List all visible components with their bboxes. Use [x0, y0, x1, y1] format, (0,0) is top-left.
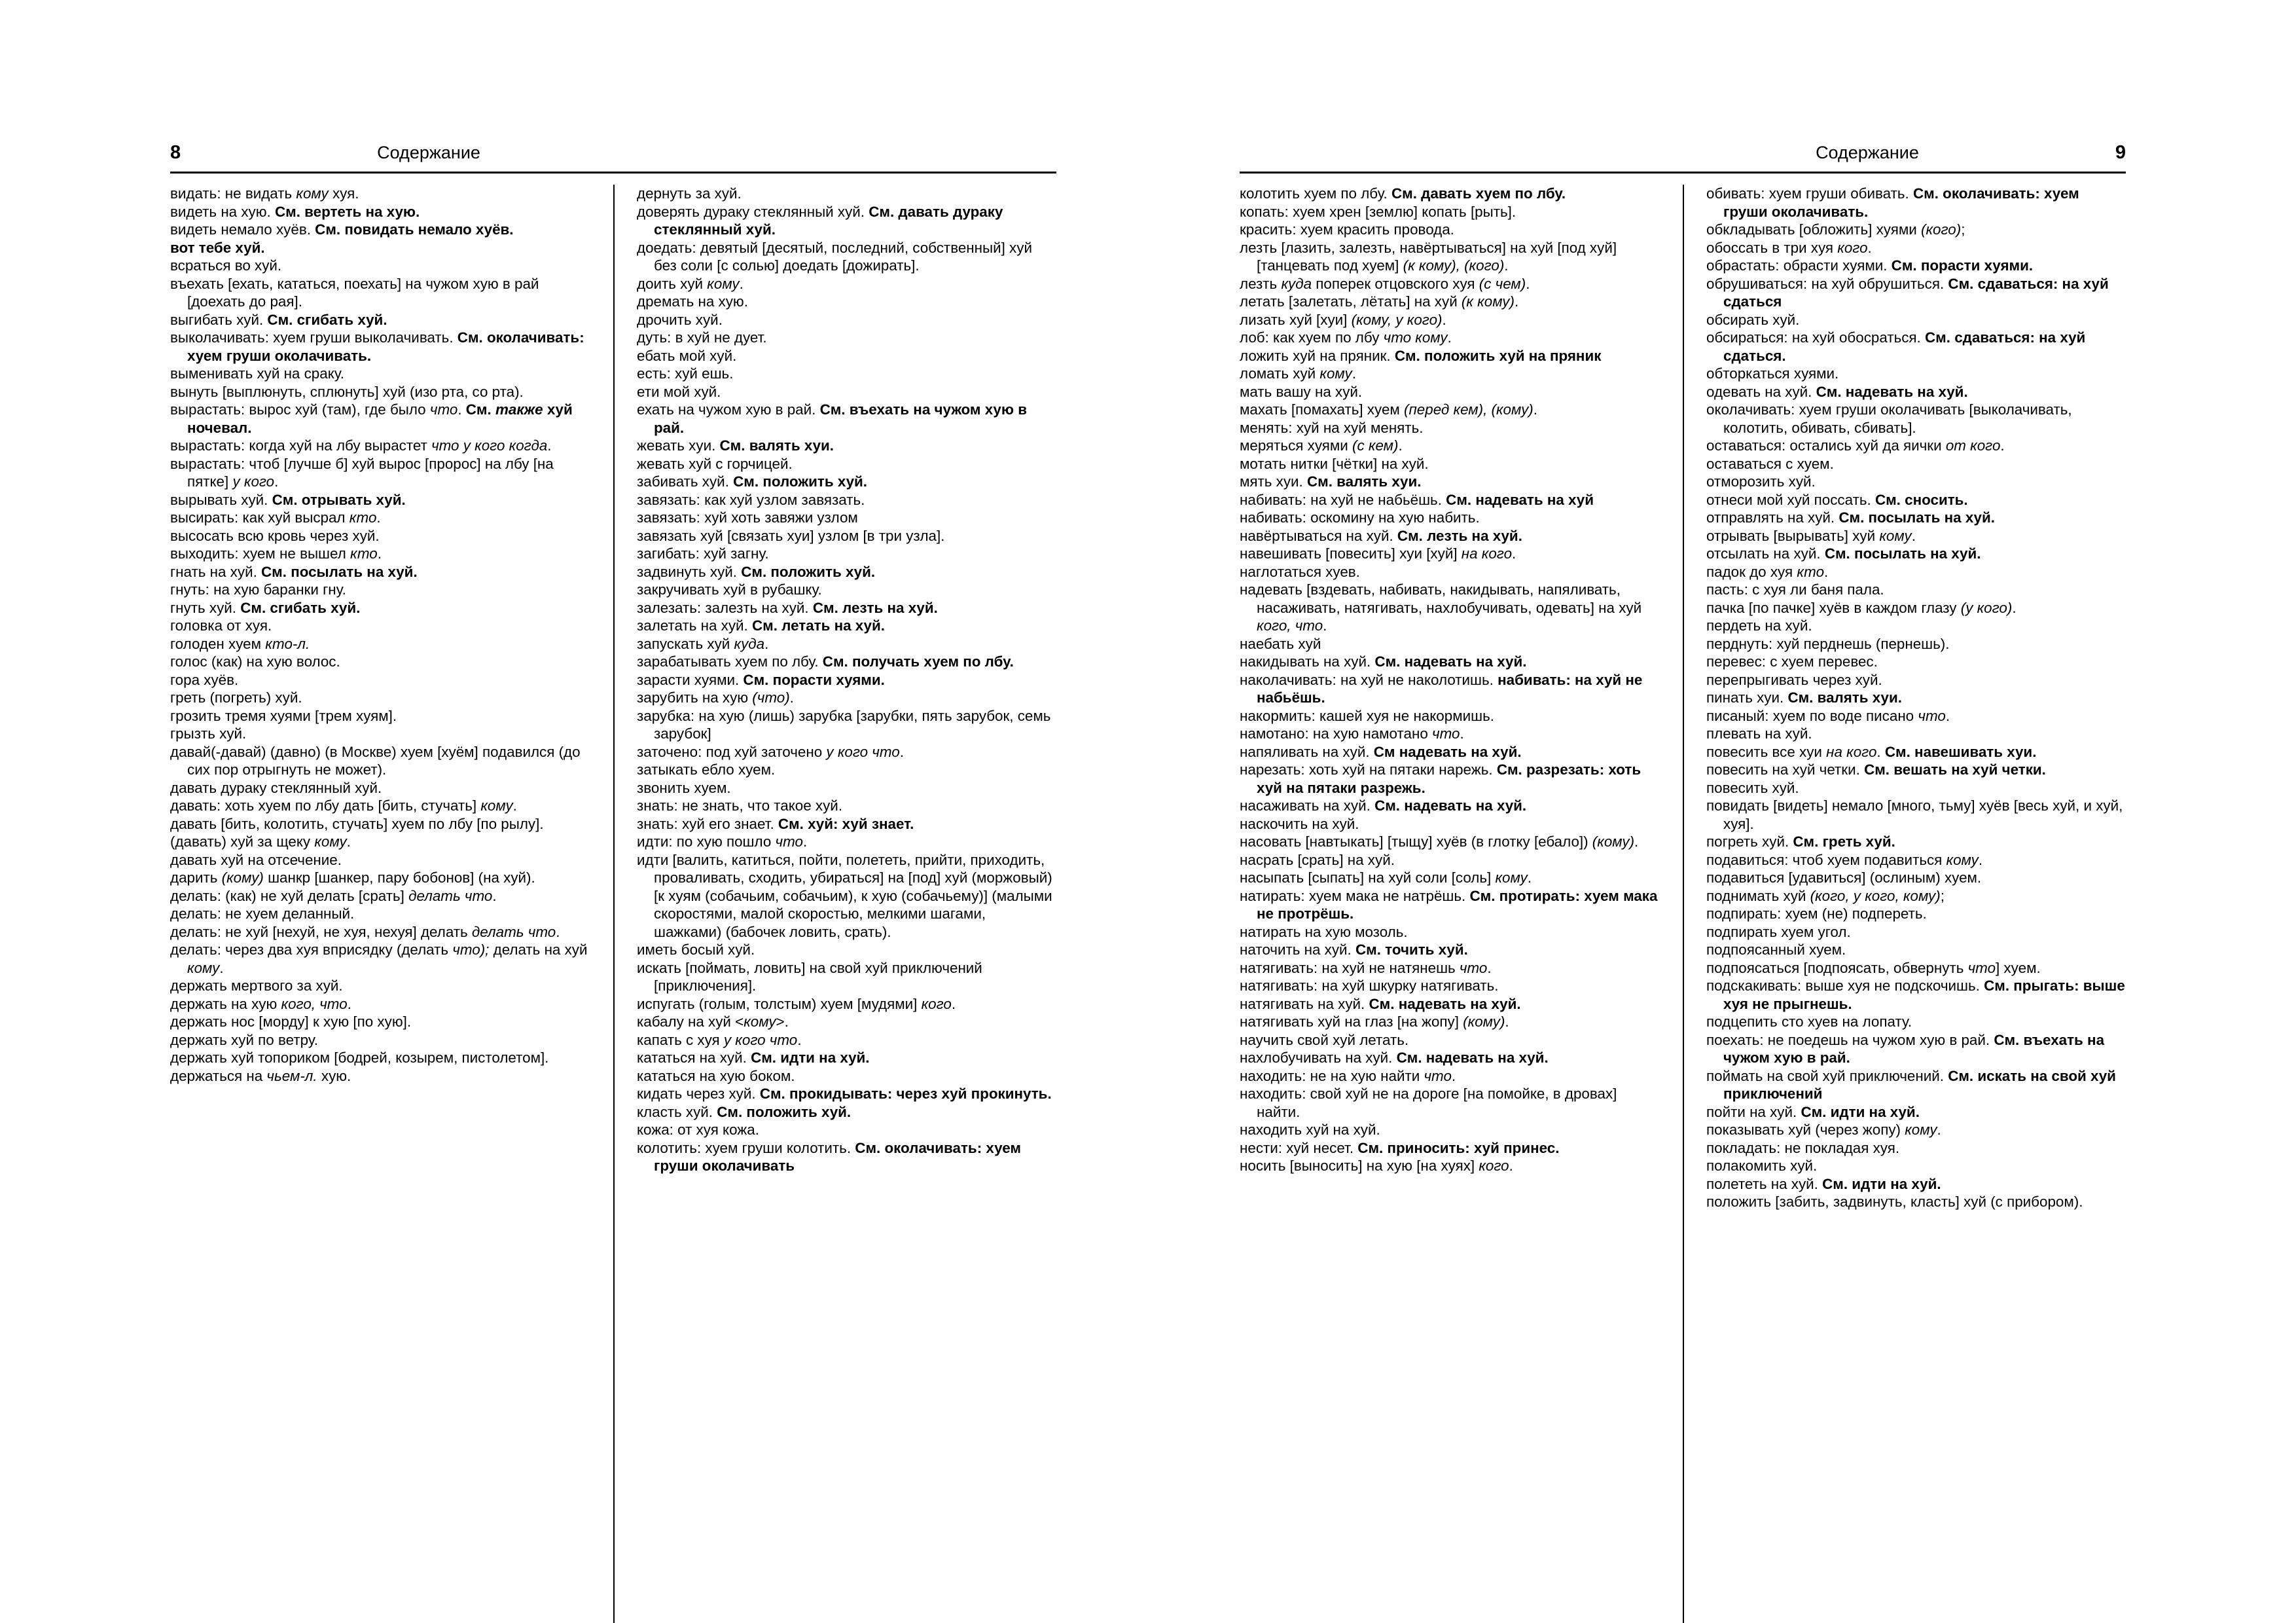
index-entry: напяливать на хуй. См надевать на хуй.	[1240, 743, 1522, 760]
page-number-left: 8	[170, 142, 181, 163]
index-entry: нахлобучивать на хуй. См. надевать на хуй.	[1240, 1049, 1549, 1066]
index-entry: летать [залетать, лётать] на хуй (к кому).	[1240, 293, 1519, 310]
index-entry: мать вашу на хуй.	[1240, 383, 1363, 400]
index-entry: доедать: девятый [десятый, последний, собственный] хуй без соли [с солью] доедать [дожирать].	[637, 239, 1032, 274]
index-entry: иметь босый хуй.	[637, 941, 755, 958]
index-entry: держаться на чьем-л. хую.	[170, 1067, 351, 1084]
index-entry: знать: не знать, что такое хуй.	[637, 797, 843, 814]
index-entry: давать: хоть хуем по лбу дать [бить, стучать] кому.	[170, 797, 517, 814]
index-entry: всраться во хуй.	[170, 257, 282, 274]
running-head-right	[1240, 141, 2126, 164]
index-entry: греть (погреть) хуй.	[170, 689, 302, 706]
index-entry: гора хуёв.	[170, 671, 239, 688]
index-entry: находить: свой хуй не на дороге [на помойке, в дровах] найти.	[1240, 1085, 1617, 1120]
index-entry: ложить хуй на пряник. См. положить хуй на пряник	[1240, 347, 1602, 364]
index-entry: испугать (голым, толстым) хуем [мудями] кого.	[637, 995, 956, 1012]
index-entry: гнать на хуй. См. посылать на хуй.	[170, 563, 418, 580]
index-entry: закручивать хуй в рубашку.	[637, 581, 822, 598]
index-entry: дарить (кому) шанкр [шанкер, пару бобонов] (на хуй).	[170, 869, 535, 886]
column-right-2	[1683, 185, 2126, 1623]
index-entry: отморозить хуй.	[1706, 473, 1816, 490]
index-entry: пердеть на хуй.	[1706, 617, 1812, 634]
index-entry: отправлять на хуй. См. посылать на хуй.	[1706, 509, 1995, 526]
index-entry: повесить хуй.	[1706, 779, 1799, 796]
index-entry: искать [поймать, ловить] на свой хуй приключений [приключения].	[637, 959, 982, 994]
index-entry: заточено: под хуй заточено у кого что.	[637, 743, 904, 760]
index-entry: класть хуй. См. положить хуй.	[637, 1103, 852, 1120]
index-entry: колотить: хуем груши колотить. См. околачивать: хуем груши околачивать	[637, 1139, 1021, 1174]
index-entry: давай(-давай) (давно) (в Москве) хуем [хуём] подавился (до сих пор отрыгнуть не может).	[170, 743, 581, 778]
index-entry: ехать на чужом хую в рай. См. въехать на чужом хую в рай.	[637, 401, 1027, 436]
index-entry: вынуть [выплюнуть, сплюнуть] хуй (изо рта, со рта).	[170, 383, 524, 400]
index-entry: положить [забить, задвинуть, класть] хуй (с прибором).	[1706, 1194, 2083, 1210]
index-entry: кидать через хуй. См. прокидывать: через хуй прокинуть.	[637, 1085, 1052, 1102]
index-entry: находить хуй на хуй.	[1240, 1122, 1380, 1138]
index-entry: вот тебе хуй.	[170, 239, 265, 256]
index-entry: красить: хуем красить провода.	[1240, 221, 1454, 238]
index-entry: насрать [срать] на хуй.	[1240, 851, 1395, 868]
header-rule-right	[1240, 172, 2126, 173]
index-entry: зарабатывать хуем по лбу. См. получать хуем по лбу.	[637, 653, 1014, 670]
index-entry: накидывать на хуй. См. надевать на хуй.	[1240, 653, 1527, 670]
index-entry: высирать: как хуй высрал кто.	[170, 509, 381, 526]
index-entry: колотить хуем по лбу. См. давать хуем по лбу.	[1240, 185, 1566, 202]
index-entry: залезать: залезть на хуй. См. лезть на хуй.	[637, 599, 938, 616]
index-entry: идти: по хую пошло что.	[637, 833, 808, 850]
index-entry: оставаться с хуем.	[1706, 455, 1834, 472]
index-entry: доить хуй кому.	[637, 275, 744, 292]
index-entry: научить свой хуй летать.	[1240, 1031, 1409, 1048]
index-entry: давать [бить, колотить, стучать] хуем по лбу [по рылу].	[170, 815, 544, 832]
column-left-2	[613, 185, 1056, 1623]
index-entry: натягивать: на хуй не натянешь что.	[1240, 959, 1492, 976]
index-entry: натирать на хую мозоль.	[1240, 923, 1408, 940]
index-entry: натягивать хуй на глаз [на жопу] (кому).	[1240, 1013, 1509, 1030]
index-entry: наточить на хуй. См. точить хуй.	[1240, 941, 1468, 958]
index-entry: вырастать: когда хуй на лбу вырастет что у кого когда.	[170, 437, 552, 454]
index-entry: видеть немало хуёв. См. повидать немало хуёв.	[170, 221, 514, 238]
index-entry: находить: не на хую найти что.	[1240, 1067, 1456, 1084]
index-entry: поймать на свой хуй приключений. См. искать на свой хуй приключений	[1706, 1067, 2116, 1102]
index-entry: подпирать: хуем (не) подпереть.	[1706, 905, 1927, 922]
index-entry: лоб: как хуем по лбу что кому.	[1240, 329, 1452, 346]
index-entry: головка от хуя.	[170, 617, 272, 634]
index-entry: делать: не хуем деланный.	[170, 905, 355, 922]
index-entry: ебать мой хуй.	[637, 347, 737, 364]
index-entry: выколачивать: хуем груши выколачивать. См. околачивать: хуем груши околачивать.	[170, 329, 584, 364]
index-entry: навешивать [повесить] хуи [хуй] на кого.	[1240, 545, 1516, 562]
index-entry: держать на хую кого, что.	[170, 995, 351, 1012]
index-entry: копать: хуем хрен [землю] копать [рыть].	[1240, 203, 1516, 220]
running-head-title-right: Содержание	[1816, 143, 1919, 162]
index-entry: давать дураку стеклянный хуй.	[170, 779, 382, 796]
index-entry: выгибать хуй. См. сгибать хуй.	[170, 311, 387, 328]
index-entry: держать хуй по ветру.	[170, 1031, 318, 1048]
index-entry: менять: хуй на хуй менять.	[1240, 419, 1424, 436]
index-entry: кабалу на хуй <кому>.	[637, 1013, 789, 1030]
index-entry: наглотаться хуев.	[1240, 563, 1360, 580]
index-entry: накормить: кашей хуя не накормишь.	[1240, 707, 1494, 724]
index-entry: насовать [навтыкать] [тыщу] хуёв (в глотку [ебало]) (кому).	[1240, 833, 1639, 850]
index-entry: пинать хуи. См. валять хуи.	[1706, 689, 1902, 706]
index-entry: подпирать хуем угол.	[1706, 923, 1851, 940]
index-entry: повесить все хуи на кого. См. навешивать хуи.	[1706, 743, 2037, 760]
index-entry: наколачивать: на хуй не наколотишь. набивать: на хуй не набьёшь.	[1240, 671, 1643, 706]
index-entry: зарасти хуями. См. порасти хуями.	[637, 671, 885, 688]
index-entry: видеть на хую. См. вертеть на хую.	[170, 203, 420, 220]
index-entry: въехать [ехать, кататься, поехать] на чужом хую в рай [доехать до рая].	[170, 275, 539, 310]
index-entry: обрастать: обрасти хуями. См. порасти хуями.	[1706, 257, 2034, 274]
index-entry: подпоясаться [подпоясать, обвернуть что] хуем.	[1706, 959, 2041, 976]
index-entry: делать: не хуй [нехуй, не хуя, нехуя] делать делать что.	[170, 923, 560, 940]
index-entry: лезть [лазить, залезть, навёртываться] на хуй [под хуй] [танцевать под хуем] (к кому), (кого).	[1240, 239, 1617, 274]
index-entry: доверять дураку стеклянный хуй. См. давать дураку стеклянный хуй.	[637, 203, 1003, 238]
index-entry: держать нос [морду] к хую [по хую].	[170, 1013, 412, 1030]
columns-left	[170, 185, 1056, 1623]
index-entry: загибать: хуй загну.	[637, 545, 769, 562]
index-entry: вырастать: чтоб [лучше б] хуй вырос [пророс] на лбу [на пятке] у кого.	[170, 455, 554, 490]
index-entry: отсылать на хуй. См. посылать на хуй.	[1706, 545, 1981, 562]
index-entry: набивать: на хуй не набьёшь. См. надевать на хуй	[1240, 491, 1594, 508]
index-entry: делать: (как) не хуй делать [срать] делать что.	[170, 887, 497, 904]
index-entry: перепрыгивать через хуй.	[1706, 671, 1882, 688]
header-rule-left	[170, 172, 1056, 173]
index-entry: лизать хуй [хуи] (кому, у кого).	[1240, 311, 1446, 328]
columns-right	[1240, 185, 2126, 1623]
index-entry: показывать хуй (через жопу) кому.	[1706, 1122, 1941, 1138]
index-entry: видать: не видать кому хуя.	[170, 185, 359, 202]
index-entry: пачка [по пачке] хуёв в каждом глазу (у кого).	[1706, 599, 2017, 616]
index-entry: звонить хуем.	[637, 779, 731, 796]
index-entry: насаживать на хуй. См. надевать на хуй.	[1240, 797, 1527, 814]
index-entry: ети мой хуй.	[637, 383, 721, 400]
index-entry: падок до хуя кто.	[1706, 563, 1829, 580]
index-entry: нести: хуй несет. См. приносить: хуй принес.	[1240, 1139, 1560, 1156]
column-left-1	[170, 185, 613, 1623]
index-entry: жевать хуй с горчицей.	[637, 455, 793, 472]
index-entry: грызть хуй.	[170, 725, 247, 742]
index-entry: перднуть: хуй перднешь (пернешь).	[1706, 635, 1950, 652]
index-entry: навёртываться на хуй. См. лезть на хуй.	[1240, 527, 1522, 544]
index-entry: плевать на хуй.	[1706, 725, 1812, 742]
index-entry: одевать на хуй. См. надевать на хуй.	[1706, 383, 1968, 400]
index-entry: подавиться [удавиться] (ослиным) хуем.	[1706, 869, 1982, 886]
index-entry: отнеси мой хуй поссать. См. сносить.	[1706, 491, 1968, 508]
index-entry: обкладывать [обложить] хуями (кого);	[1706, 221, 1965, 238]
index-entry: дуть: в хуй не дует.	[637, 329, 767, 346]
index-entry: ломать хуй кому.	[1240, 365, 1356, 382]
index-entry: повидать [видеть] немало [много, тьму] хуёв [весь хуй, и хуй, хуя].	[1706, 797, 2123, 832]
index-entry: обрушиваться: на хуй обрушиться. См. сдаваться: на хуй сдаться	[1706, 275, 2109, 310]
index-entry: давать хуй на отсечение.	[170, 851, 342, 868]
index-entry: обсирать хуй.	[1706, 311, 1800, 328]
index-entry: перевес: с хуем перевес.	[1706, 653, 1878, 670]
column-right-1	[1240, 185, 1683, 1623]
index-entry: подцепить сто хуев на лопату.	[1706, 1013, 1912, 1030]
index-entry: погреть хуй. См. греть хуй.	[1706, 833, 1895, 850]
index-entry: подскакивать: выше хуя не подскочишь. См. прыгать: выше хуя не прыгнешь.	[1706, 977, 2125, 1012]
index-entry: зарубка: на хую (лишь) зарубка [зарубки, пять зарубок, семь зарубок]	[637, 707, 1051, 742]
index-entry: голос (как) на хую волос.	[170, 653, 340, 670]
index-entry: капать с хуя у кого что.	[637, 1031, 802, 1048]
index-entry: меряться хуями (с кем).	[1240, 437, 1403, 454]
index-entry: подпоясанный хуем.	[1706, 941, 1846, 958]
index-entry: мять хуи. См. валять хуи.	[1240, 473, 1422, 490]
index-entry: поехать: не поедешь на чужом хую в рай. См. въехать на чужом хую в рай.	[1706, 1031, 2105, 1066]
index-entry: поднимать хуй (кого, у кого, кому);	[1706, 887, 1945, 904]
index-entry: наебать хуй	[1240, 635, 1321, 652]
index-entry: выменивать хуй на сраку.	[170, 365, 344, 382]
running-head-left	[170, 141, 1056, 164]
index-entry: (давать) хуй за щеку кому.	[170, 833, 351, 850]
index-entry: повесить на хуй четки. См. вешать на хуй четки.	[1706, 761, 2046, 778]
index-entry: покладать: не покладая хуя.	[1706, 1139, 1900, 1156]
index-entry: голоден хуем кто-л.	[170, 635, 310, 652]
index-entry: пойти на хуй. См. идти на хуй.	[1706, 1103, 1920, 1120]
index-entry: кожа: от хуя кожа.	[637, 1122, 759, 1138]
index-entry: завязать: как хуй узлом завязать.	[637, 491, 865, 508]
index-entry: нарезать: хоть хуй на пятаки нарежь. См. разрезать: хоть хуй на пятаки разрежь.	[1240, 761, 1641, 796]
index-entry: наскочить на хуй.	[1240, 815, 1359, 832]
index-entry: подавиться: чтоб хуем подавиться кому.	[1706, 851, 1983, 868]
index-entry: вырастать: вырос хуй (там), где было что. См. также хуй ночевал.	[170, 401, 573, 436]
index-entry: завязать хуй [связать хуи] узлом [в три узла].	[637, 527, 945, 544]
index-entry: грозить тремя хуями [трем хуям].	[170, 707, 397, 724]
index-entry: пасть: с хуя ли баня пала.	[1706, 581, 1884, 598]
index-entry: дрочить хуй.	[637, 311, 723, 328]
index-entry: делать: через два хуя вприсядку (делать что); делать на хуй кому.	[170, 941, 588, 976]
index-entry: дремать на хую.	[637, 293, 748, 310]
index-entry: кататься на хую боком.	[637, 1067, 795, 1084]
index-entry: натягивать на хуй. См. надевать на хуй.	[1240, 995, 1521, 1012]
index-entry: оставаться: остались хуй да яички от кого.	[1706, 437, 2005, 454]
index-entry: надевать [вздевать, набивать, накидывать, напяливать, насаживать, натягивать, нахлобучивать, одевать] на хуй кого, что.	[1240, 581, 1642, 634]
index-entry: жевать хуи. См. валять хуи.	[637, 437, 834, 454]
index-entry: околачивать: хуем груши околачивать [выколачивать, колотить, обивать, сбивать].	[1706, 401, 2072, 436]
index-entry: дернуть за хуй.	[637, 185, 742, 202]
index-entry: набивать: оскомину на хую набить.	[1240, 509, 1480, 526]
index-entry: натягивать: на хуй шкурку натягивать.	[1240, 977, 1499, 994]
index-entry: есть: хуй ешь.	[637, 365, 734, 382]
index-entry: обсираться: на хуй обосраться. См. сдаваться: на хуй сдаться.	[1706, 329, 2086, 364]
page-number-right: 9	[2115, 142, 2126, 163]
index-entry: завязать: хуй хоть завяжи узлом	[637, 509, 858, 526]
index-entry: вырывать хуй. См. отрывать хуй.	[170, 491, 406, 508]
index-entry: отрывать [вырывать] хуй кому.	[1706, 527, 1916, 544]
index-entry: насыпать [сыпать] на хуй соли [соль] кому.	[1240, 869, 1532, 886]
index-entry: затыкать ебло хуем.	[637, 761, 776, 778]
index-entry: обоссать в три хуя кого.	[1706, 239, 1872, 256]
index-entry: держать мертвого за хуй.	[170, 977, 343, 994]
index-entry: идти [валить, катиться, пойти, полететь, прийти, приходить, проваливать, сходить, убираться] на [под] хуй (моржовый) [к хуям (собачьим, собачьим), к хую (собачьему)] (малыми скоростями, малой скоростью, мелкими шагами, шажками) (бабочек ловить, срать).	[637, 851, 1052, 940]
index-entry: выходить: хуем не вышел кто.	[170, 545, 382, 562]
index-entry: высосать всю кровь через хуй.	[170, 527, 380, 544]
index-entry: залетать на хуй. См. летать на хуй.	[637, 617, 885, 634]
index-entry: полакомить хуй.	[1706, 1158, 1818, 1174]
index-entry: обивать: хуем груши обивать. См. околачивать: хуем груши околачивать.	[1706, 185, 2079, 220]
index-entry: махать [помахать] хуем (перед кем), (кому).	[1240, 401, 1537, 418]
index-entry: держать хуй топориком [бодрей, козырем, пистолетом].	[170, 1049, 549, 1066]
running-head-title-left: Содержание	[377, 143, 480, 162]
index-entry: носить [выносить] на хую [на хуях] кого.	[1240, 1158, 1513, 1174]
index-entry: задвинуть хуй. См. положить хуй.	[637, 563, 876, 580]
index-entry: знать: хуй его знает. См. хуй: хуй знает.	[637, 815, 914, 832]
index-entry: мотать нитки [чётки] на хуй.	[1240, 455, 1429, 472]
index-entry: натирать: хуем мака не натрёшь. См. протирать: хуем мака не протрёшь.	[1240, 887, 1658, 922]
index-entry: кататься на хуй. См. идти на хуй.	[637, 1049, 870, 1066]
index-entry: гнуть: на хую баранки гну.	[170, 581, 346, 598]
page-right	[1148, 0, 2296, 1623]
index-entry: писаный: хуем по воде писано что.	[1706, 707, 1950, 724]
index-entry: полететь на хуй. См. идти на хуй.	[1706, 1175, 1941, 1192]
index-entry: забивать хуй. См. положить хуй.	[637, 473, 868, 490]
index-entry: гнуть хуй. См. сгибать хуй.	[170, 599, 361, 616]
index-entry: лезть куда поперек отцовского хуя (с чем).	[1240, 275, 1530, 292]
index-entry: зарубить на хую (что).	[637, 689, 794, 706]
index-entry: обторкаться хуями.	[1706, 365, 1839, 382]
index-entry: запускать хуй куда.	[637, 635, 769, 652]
index-entry: намотано: на хую намотано что.	[1240, 725, 1464, 742]
